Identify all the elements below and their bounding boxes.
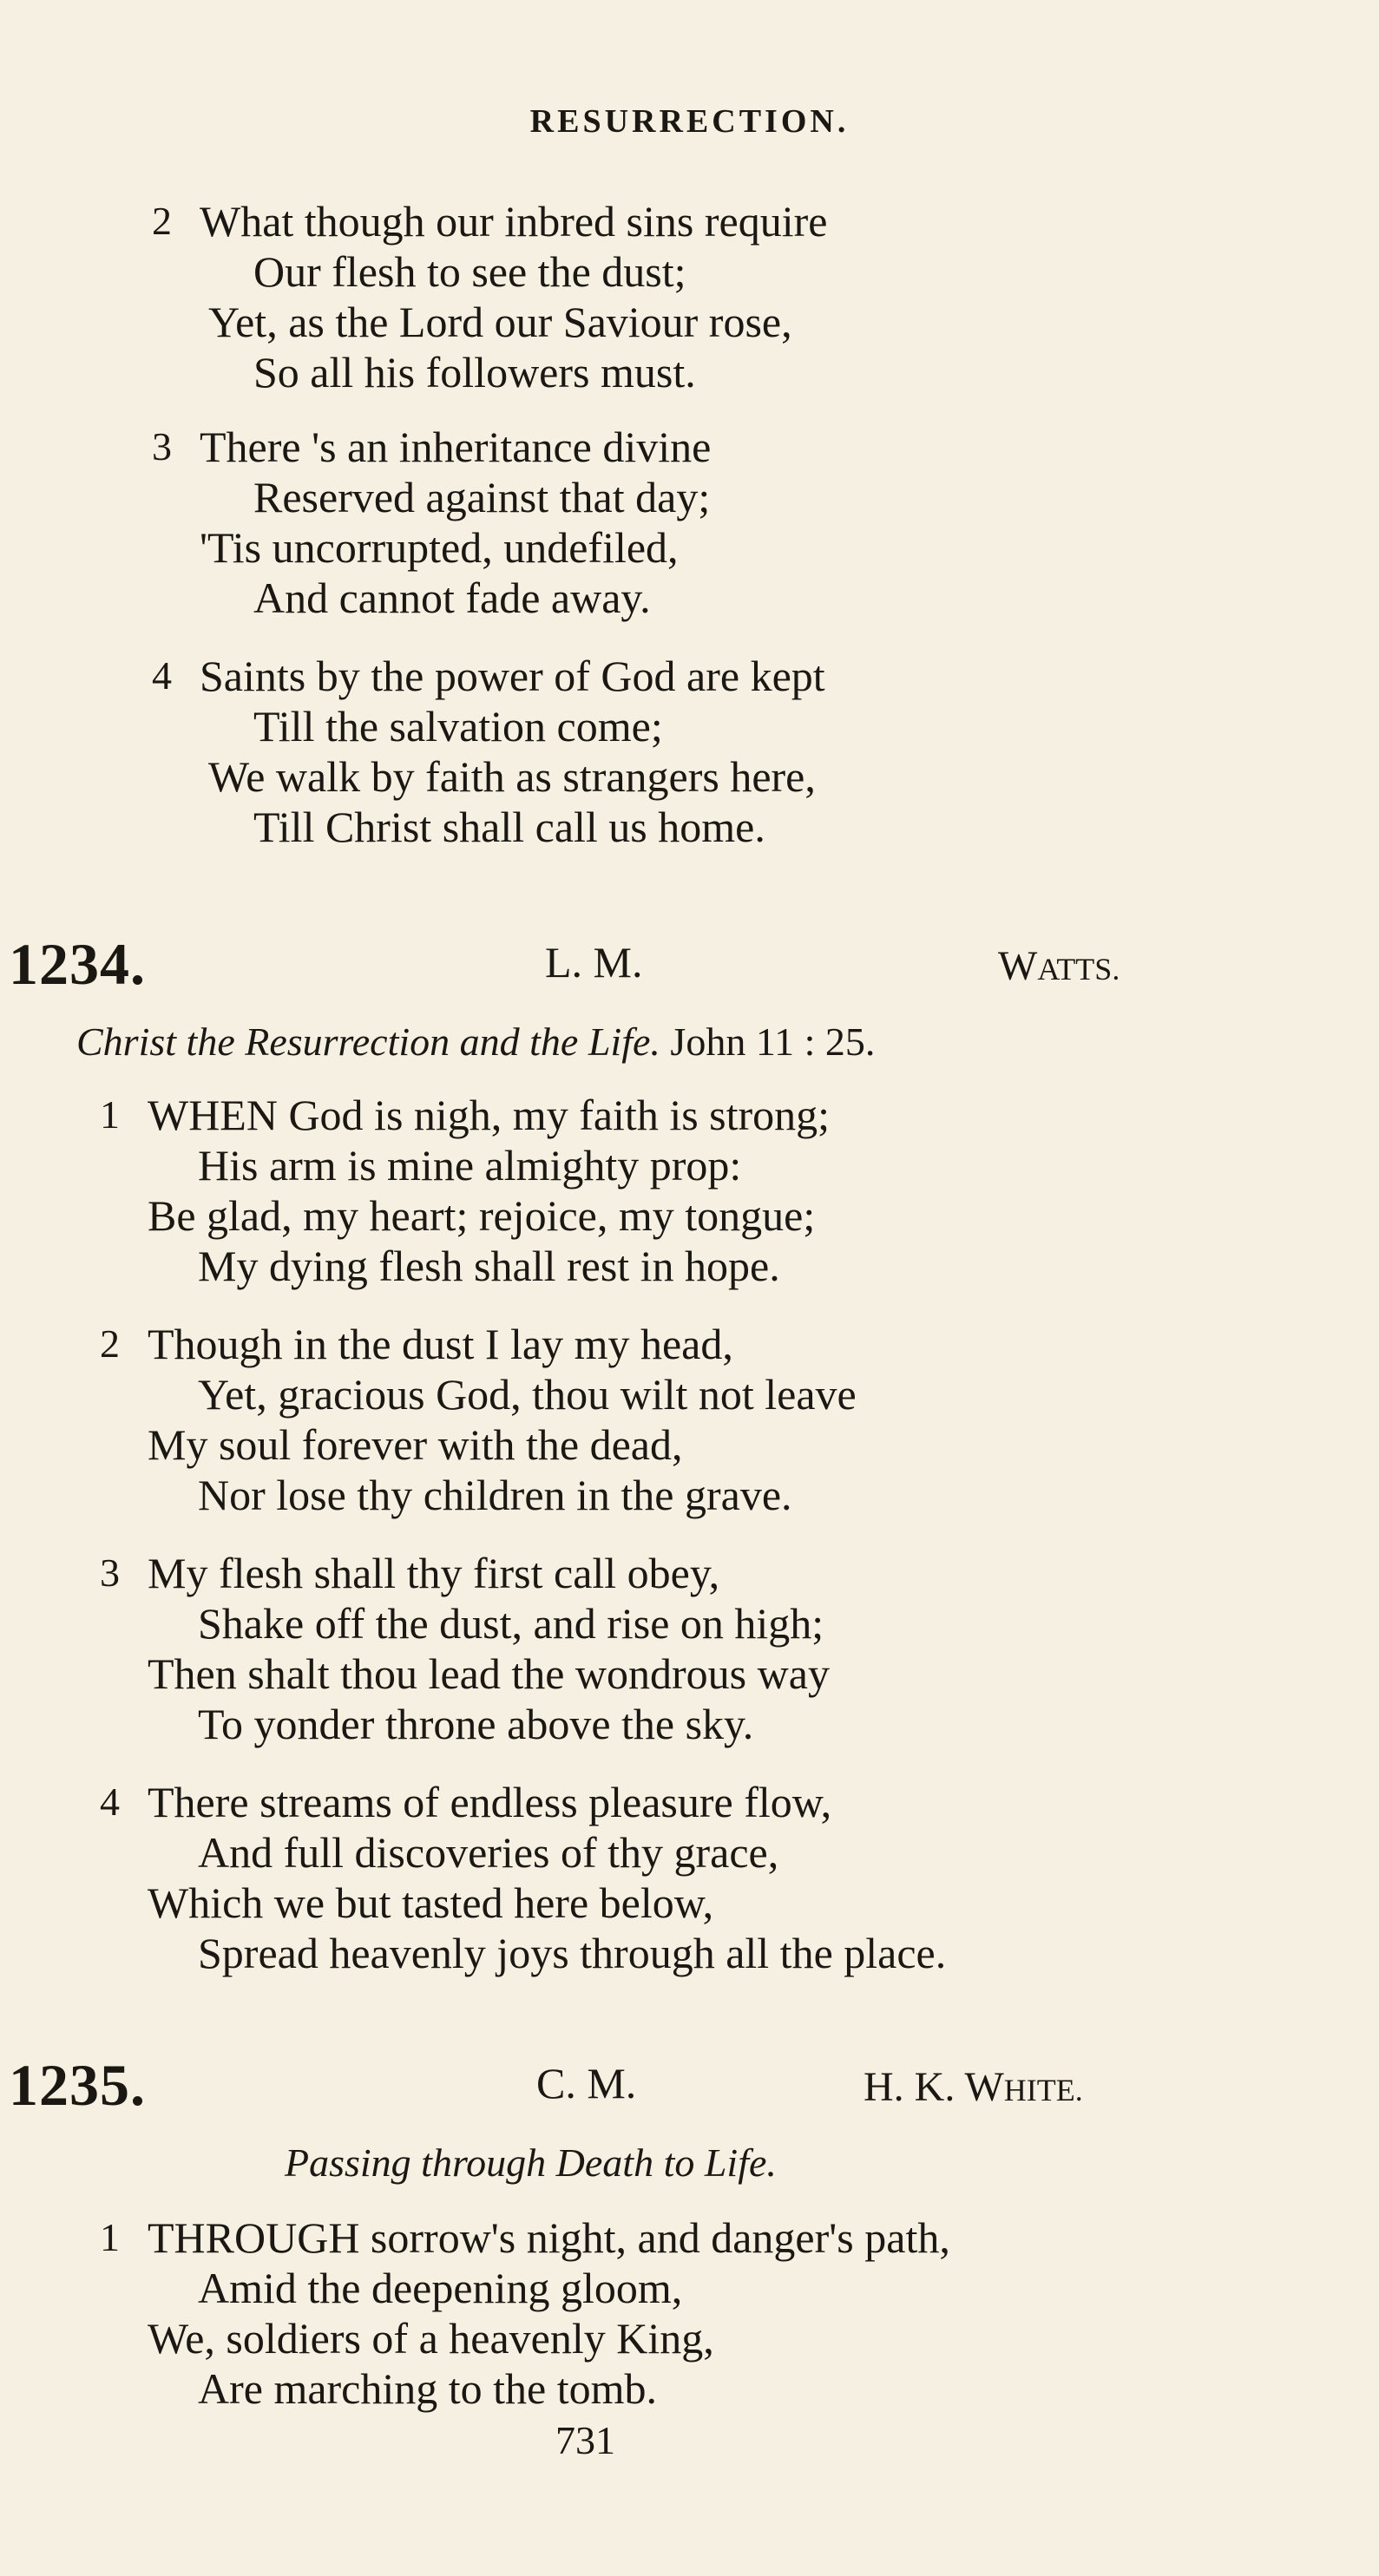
verse-line: Are marching to the tomb. [198, 2364, 658, 2413]
verse-line: My soul forever with the dead, [148, 1420, 683, 1469]
verse-line: And cannot fade away. [253, 574, 651, 622]
verse-line: Amid the deepening gloom, [198, 2264, 683, 2312]
verse-number: 2 [152, 199, 172, 243]
verse-line: We, soldiers of a heavenly King, [148, 2314, 714, 2363]
verse-line: There streams of endless pleasure flow, [148, 1778, 832, 1826]
verse-line: WHEN God is nigh, my faith is strong; [148, 1091, 831, 1139]
verse-number: 1 [100, 1092, 120, 1137]
author-initial: H. K. W [864, 2064, 1004, 2110]
verse-line: And full discoveries of thy grace, [198, 1828, 779, 1877]
verse-line: My dying flesh shall rest in hope. [198, 1242, 780, 1290]
verse-number: 1 [100, 2215, 120, 2259]
verse-line: So all his followers must. [253, 348, 696, 397]
verse-line: Yet, gracious God, thou wilt not leave [198, 1370, 857, 1419]
verse-line: His arm is mine almighty prop: [198, 1141, 742, 1190]
verse-line: Which we but tasted here below, [148, 1878, 714, 1927]
verse-line: Then shalt thou lead the wondrous way [148, 1649, 830, 1698]
verse-line: We walk by faith as strangers here, [208, 752, 816, 801]
hymn-author [864, 2063, 1083, 2111]
verse-line: My flesh shall thy first call obey, [148, 1549, 720, 1597]
author-initial: W [998, 943, 1038, 989]
hymn-author [998, 942, 1120, 990]
hymn-subtitle [76, 1019, 875, 1065]
verse-line: There 's an inheritance divine [200, 423, 712, 471]
verse-line: Reserved against that day; [253, 473, 711, 521]
verse-line: Shake off the dust, and rise on high; [198, 1599, 824, 1648]
hymn-number: 1235. [9, 2052, 146, 2118]
verse-number: 2 [100, 1321, 120, 1366]
verse-line: Be glad, my heart; rejoice, my tongue; [148, 1191, 816, 1240]
verse-line: Our flesh to see the dust; [253, 247, 686, 296]
verse-number: 4 [152, 653, 172, 698]
verse-line: 'Tis uncorrupted, undefiled, [200, 523, 679, 572]
hymn-meter: L. M. [545, 938, 643, 986]
hymn-number: 1234. [9, 931, 146, 997]
verse-number: 4 [100, 1780, 120, 1824]
scripture-reference: John 11 : 25. [670, 1019, 876, 1064]
verse-line: Spread heavenly joys through all the place. [198, 1929, 947, 1977]
verse-line: What though our inbred sins require [200, 197, 828, 246]
verse-number: 3 [152, 424, 172, 469]
verse-number: 3 [100, 1550, 120, 1595]
verse-line: THROUGH sorrow's night, and danger's path, [148, 2213, 950, 2262]
author-rest: HITE. [1003, 2073, 1083, 2107]
verse-line: Though in the dust I lay my head, [148, 1320, 733, 1368]
verse-line: Till the salvation come; [253, 702, 663, 751]
verse-line: Saints by the power of God are kept [200, 652, 825, 700]
verse-line: Nor lose thy children in the grave. [198, 1471, 792, 1519]
running-head: RESURRECTION. [529, 103, 850, 140]
verse-line: Till Christ shall call us home. [253, 803, 765, 851]
subtitle-text: Christ the Resurrection and the Life. [76, 1019, 660, 1064]
hymn-meter: C. M. [536, 2059, 637, 2107]
page-number: 731 [555, 2418, 615, 2462]
verse-line: To yonder throne above the sky. [198, 1700, 754, 1748]
verse-line: Yet, as the Lord our Saviour rose, [208, 298, 792, 346]
author-rest: ATTS. [1037, 952, 1120, 986]
hymn-subtitle: Passing through Death to Life. [285, 2140, 777, 2185]
